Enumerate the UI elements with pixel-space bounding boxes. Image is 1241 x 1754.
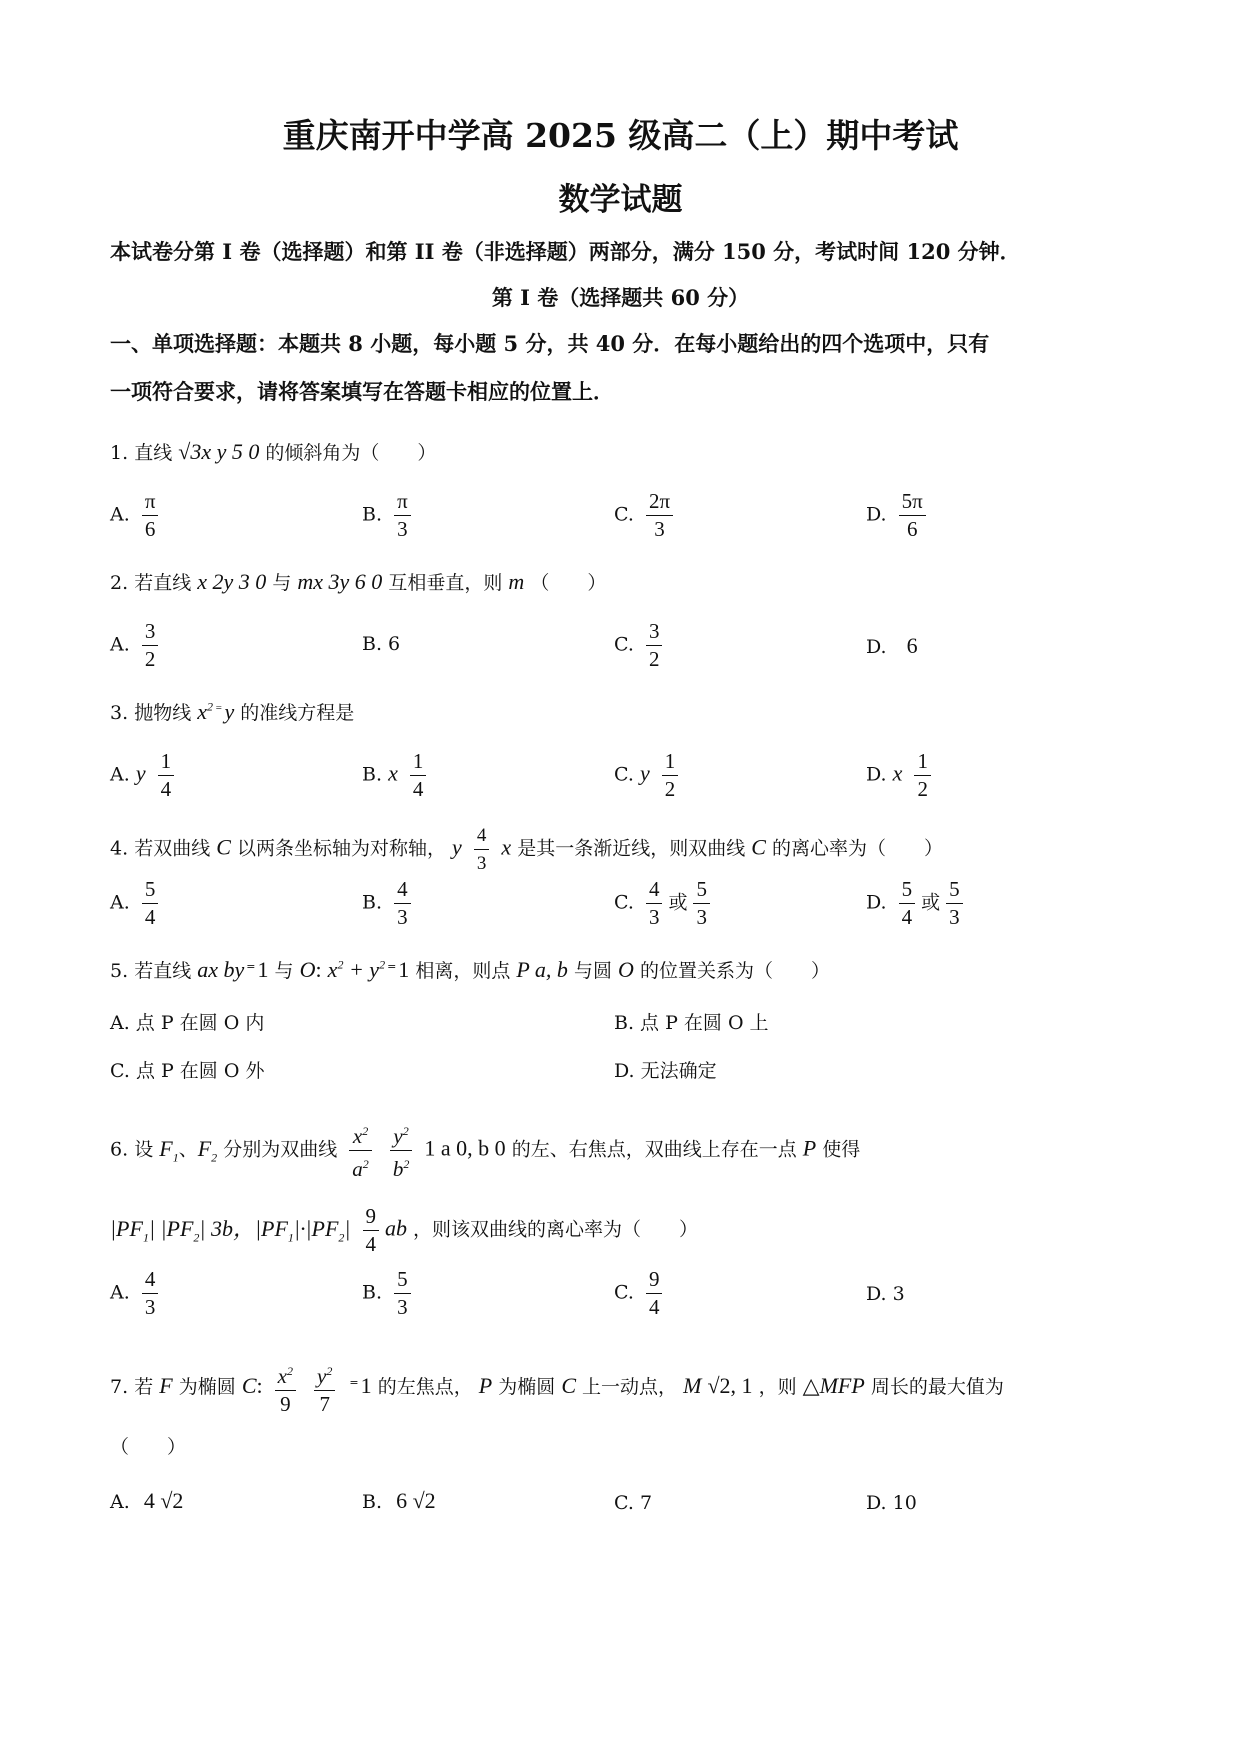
option-c[interactable] xyxy=(614,748,684,803)
option-a[interactable] xyxy=(110,1266,164,1321)
variable: y xyxy=(393,1124,403,1148)
option-a[interactable] xyxy=(110,488,164,543)
point: P a, b xyxy=(516,957,568,982)
subscript: 1 xyxy=(142,1229,149,1244)
option-b[interactable] xyxy=(362,488,417,543)
subscript: 2 xyxy=(211,1149,218,1164)
denominator xyxy=(390,1151,413,1183)
denominator: 3 xyxy=(397,517,408,541)
question-text: 的准线方程是 xyxy=(240,702,355,724)
variable: C xyxy=(751,834,766,860)
option-label: B. xyxy=(362,891,383,914)
option-value: 4 √2 xyxy=(143,1488,184,1513)
equation-value: 1 xyxy=(360,1373,372,1398)
exponent: 2 xyxy=(362,1157,369,1171)
denominator: 9 xyxy=(280,1392,291,1416)
question-number: 2. xyxy=(110,572,129,594)
question-1 xyxy=(110,438,1140,465)
numerator: 1 xyxy=(410,748,427,776)
equals-sign: = xyxy=(387,959,397,973)
option-label: A. xyxy=(110,1491,130,1513)
option-b[interactable] xyxy=(362,1266,417,1321)
denominator: 7 xyxy=(319,1392,330,1416)
numerator: 3 xyxy=(142,618,159,646)
numerator: 5 xyxy=(142,876,159,904)
question-4 xyxy=(110,822,1140,877)
fraction xyxy=(646,618,663,673)
question-5 xyxy=(110,956,1140,983)
question-text: 的位置关系为（ ） xyxy=(639,960,830,982)
denominator: 4 xyxy=(648,1295,660,1319)
option-label: D. xyxy=(866,891,887,914)
numerator: 9 xyxy=(363,1203,380,1231)
equation: $x^2 + y^2$ xyxy=(327,957,386,982)
numerator xyxy=(349,1118,372,1151)
numerator: π xyxy=(394,488,411,516)
option-value: 6 √2 xyxy=(396,1488,436,1513)
equation-part: | |PF xyxy=(148,1215,194,1241)
variable: C xyxy=(216,834,231,860)
question-7 xyxy=(110,1358,1140,1418)
fraction xyxy=(349,1118,372,1183)
exponent: 2 xyxy=(362,1124,369,1138)
option-b[interactable] xyxy=(362,1488,436,1514)
fraction xyxy=(142,488,159,543)
question-text: 抛物线 xyxy=(134,702,192,724)
option-d[interactable]: D. 10 xyxy=(866,1492,917,1514)
fraction xyxy=(394,1266,411,1321)
numerator: 1 xyxy=(662,748,679,776)
question-number: 1. xyxy=(110,442,129,464)
question-text: 为椭圆 xyxy=(178,1376,236,1398)
denominator: 3 xyxy=(144,1295,156,1319)
variable: b xyxy=(392,1157,404,1181)
option-b[interactable] xyxy=(362,748,432,803)
numerator xyxy=(275,1358,296,1391)
question-6 xyxy=(110,1118,1140,1183)
denominator: 4 xyxy=(160,777,172,801)
variable: x xyxy=(352,1124,363,1148)
option-label: C. xyxy=(614,503,634,526)
option-c[interactable] xyxy=(614,1266,668,1321)
variable: x xyxy=(892,760,903,786)
variable: C xyxy=(561,1373,576,1398)
fraction xyxy=(899,488,926,543)
fraction xyxy=(693,876,710,931)
equation-value: 1 xyxy=(257,957,269,982)
option-c[interactable] xyxy=(614,488,679,543)
option-label: C. xyxy=(614,633,634,656)
subscript: 2 xyxy=(338,1229,345,1244)
denominator xyxy=(349,1151,372,1183)
numerator: 5π xyxy=(899,488,926,516)
question-text: ，则 xyxy=(758,1376,797,1398)
option-a[interactable] xyxy=(110,748,180,803)
option-label: C. xyxy=(614,763,634,786)
option-label: C. xyxy=(614,891,634,914)
denominator: 2 xyxy=(664,777,676,801)
option-value: 6 xyxy=(906,633,918,658)
variable xyxy=(159,1135,179,1164)
variable: x xyxy=(501,834,512,860)
option-label: B. xyxy=(362,763,383,786)
equation-part: |PF xyxy=(110,1215,143,1241)
question-text: 与 xyxy=(274,960,294,982)
question-text: 设 xyxy=(134,1138,154,1161)
denominator: 4 xyxy=(144,905,156,929)
numerator: 2π xyxy=(646,488,673,516)
numerator: 9 xyxy=(646,1266,663,1294)
option-label: B. xyxy=(362,503,383,526)
denominator: 4 xyxy=(412,777,424,801)
question-text: 相离，则点 xyxy=(415,960,511,982)
fraction xyxy=(363,1203,380,1258)
variable: C xyxy=(241,1373,257,1398)
question-text: ，则该双曲线的离心率为（ ） xyxy=(413,1218,699,1241)
variable: P xyxy=(478,1373,493,1398)
option-d[interactable] xyxy=(866,488,932,543)
denominator: 4 xyxy=(365,1232,376,1256)
question-number: 6. xyxy=(110,1138,129,1161)
variable: O xyxy=(618,957,634,982)
fraction xyxy=(474,822,490,877)
section-instructions-1: 一、单项选择题：本题共 8 小题，每小题 5 分，共 40 分．在每小题给出的四个选项中，只有 xyxy=(110,331,990,356)
point: M xyxy=(683,1373,702,1398)
numerator: 1 xyxy=(158,748,175,776)
fraction xyxy=(158,748,175,803)
denominator: 3 xyxy=(397,1295,408,1319)
numerator: 3 xyxy=(646,618,663,646)
option-label: A. xyxy=(110,503,130,526)
option-label: D. xyxy=(866,763,887,786)
question-text: 是其一条渐近线，则双曲线 xyxy=(517,837,746,860)
fraction xyxy=(646,488,673,543)
variable: F xyxy=(197,1135,212,1161)
numerator xyxy=(314,1358,335,1391)
option-b[interactable]: B. 点 P 在圆 O 上 xyxy=(614,1012,769,1034)
exponent: 2 xyxy=(403,1157,410,1171)
option-label: A. xyxy=(110,763,130,786)
question-text: 上一动点， xyxy=(582,1376,678,1398)
fraction xyxy=(142,618,159,673)
option-label: A. xyxy=(110,1281,130,1304)
denominator: 3 xyxy=(648,905,660,929)
equation: x 2y 3 0 xyxy=(197,569,267,594)
question-text: 直线 xyxy=(134,442,173,464)
question-number: 3. xyxy=(110,702,129,724)
variable: x xyxy=(277,1364,287,1388)
question-number: 5. xyxy=(110,960,129,982)
option-d[interactable] xyxy=(866,876,969,931)
numerator: 5 xyxy=(394,1266,411,1294)
question-text: 若 xyxy=(134,1376,154,1398)
question-text: 周长的最大值为 xyxy=(870,1376,1004,1398)
fraction xyxy=(899,876,916,931)
point-coordinates: √2, 1 xyxy=(707,1373,753,1398)
question-text: 若双曲线 xyxy=(134,837,211,860)
equation: ax by xyxy=(197,957,245,982)
option-c[interactable]: C. 7 xyxy=(614,1492,653,1514)
question-text: 与 xyxy=(272,572,292,594)
numerator: 5 xyxy=(693,876,710,904)
option-c[interactable] xyxy=(614,618,668,673)
option-label: A. xyxy=(110,891,130,914)
page-title: 重庆南开中学高 2025 级高二（上）期中考试 xyxy=(282,116,959,155)
colon: : xyxy=(315,957,322,982)
or-text: 或 xyxy=(668,891,688,914)
option-label: C. xyxy=(614,1281,634,1304)
fraction xyxy=(646,876,663,931)
question-text: 的倾斜角为（ ） xyxy=(265,442,437,464)
fraction xyxy=(142,1266,159,1321)
exponent: 2 xyxy=(379,957,386,972)
variable: P xyxy=(802,1135,817,1161)
option-b[interactable]: B. 6 xyxy=(362,633,401,655)
option-a[interactable] xyxy=(110,876,164,931)
option-a[interactable]: A. 点 P 在圆 O 内 xyxy=(110,1012,265,1034)
option-label: D. xyxy=(866,503,887,526)
question-text: 的离心率为（ ） xyxy=(772,837,944,860)
fraction xyxy=(314,1358,335,1418)
equation-part: | xyxy=(344,1215,351,1241)
option-c[interactable] xyxy=(614,876,716,931)
option-d[interactable]: D. 无法确定 xyxy=(614,1060,717,1082)
question-text: 以两条坐标轴为对称轴， xyxy=(236,837,446,860)
fraction xyxy=(410,748,427,803)
variable: F xyxy=(159,1373,173,1398)
triangle: △MFP xyxy=(802,1373,865,1398)
subscript: 1 xyxy=(172,1149,179,1164)
option-label: B. xyxy=(362,1281,383,1304)
equation-value: 1 xyxy=(398,957,410,982)
part-heading: 第 I 卷（选择题共 60 分） xyxy=(491,285,750,310)
denominator: 3 xyxy=(476,853,487,874)
variable: y xyxy=(369,957,380,982)
equals-sign: = xyxy=(349,1375,359,1389)
question-2 xyxy=(110,568,1140,595)
denominator: 2 xyxy=(648,647,660,671)
question-text: 与圆 xyxy=(573,960,612,982)
question-text: 若直线 xyxy=(134,572,192,594)
denominator: 3 xyxy=(696,905,707,929)
variable: F xyxy=(159,1135,173,1161)
variable: y xyxy=(317,1364,327,1388)
variable: y xyxy=(452,834,462,860)
denominator: 3 xyxy=(397,905,408,929)
denominator: 3 xyxy=(654,517,665,541)
option-label: A. xyxy=(110,633,130,656)
fraction xyxy=(914,748,931,803)
question-6-condition xyxy=(110,1203,1140,1258)
question-text: 若直线 xyxy=(134,960,192,982)
variable: y xyxy=(639,760,650,786)
numerator: 5 xyxy=(899,876,916,904)
fraction xyxy=(646,1266,663,1321)
subscript: 2 xyxy=(193,1229,200,1244)
exam-intro: 本试卷分第 I 卷（选择题）和第 II 卷（非选择题）两部分，满分 150 分，考试时间 120 分钟． xyxy=(110,239,1021,264)
variable: a xyxy=(352,1157,363,1181)
variable xyxy=(197,1135,218,1164)
variable: x xyxy=(388,760,398,786)
fraction xyxy=(394,876,411,931)
variable: y xyxy=(224,699,235,724)
equation xyxy=(197,699,234,724)
numerator: 4 xyxy=(474,822,490,850)
denominator: 6 xyxy=(144,517,156,541)
denominator: 4 xyxy=(901,905,913,929)
option-a[interactable] xyxy=(110,1488,183,1514)
fraction xyxy=(275,1358,296,1418)
equals-sign: = xyxy=(246,959,256,973)
question-text: 为椭圆 xyxy=(498,1376,556,1398)
variable: x xyxy=(327,957,338,982)
answer-paren: （ ） xyxy=(110,1436,187,1458)
question-3 xyxy=(110,698,1140,725)
fraction xyxy=(394,488,411,543)
exponent: 2 xyxy=(402,1124,409,1138)
variable: O xyxy=(299,957,316,982)
numerator: 4 xyxy=(646,876,663,904)
separator: 、 xyxy=(178,1138,198,1161)
colon: : xyxy=(256,1373,263,1398)
numerator: 4 xyxy=(394,876,411,904)
equation-part: |·|PF xyxy=(293,1215,339,1241)
equals-sign: = xyxy=(215,701,223,714)
equation xyxy=(110,1215,351,1244)
numerator: 1 xyxy=(914,748,931,776)
question-text: 互相垂直，则 xyxy=(388,572,503,594)
option-b[interactable] xyxy=(362,876,417,931)
numerator: π xyxy=(142,488,159,516)
numerator: 5 xyxy=(946,876,963,904)
option-d[interactable] xyxy=(866,633,918,659)
variable: ab xyxy=(385,1215,407,1241)
question-text: 分别为双曲线 xyxy=(223,1138,338,1161)
option-label: B. xyxy=(362,1491,383,1513)
fraction xyxy=(662,748,679,803)
denominator: 6 xyxy=(906,517,918,541)
equation: mx 3y 6 0 xyxy=(297,569,383,594)
variable: y xyxy=(135,760,146,786)
question-text: 使得 xyxy=(822,1138,861,1161)
subscript: 1 xyxy=(287,1229,294,1244)
variable: x xyxy=(197,699,208,724)
question-text: 的左焦点， xyxy=(377,1376,473,1398)
exponent: 2 xyxy=(326,1364,333,1378)
option-d[interactable]: D. 3 xyxy=(866,1283,905,1305)
exponent: 2 xyxy=(337,957,344,972)
numerator: 4 xyxy=(142,1266,159,1294)
denominator: 2 xyxy=(144,647,156,671)
option-d[interactable] xyxy=(866,748,937,803)
exponent: 2 xyxy=(287,1364,293,1378)
question-text: 的左、右焦点，双曲线上存在一点 xyxy=(511,1138,797,1161)
question-text: （ ） xyxy=(530,572,607,594)
exponent: 2 xyxy=(207,699,214,714)
numerator xyxy=(390,1118,413,1151)
option-a[interactable] xyxy=(110,618,164,673)
equation-part: | 3b，|PF xyxy=(199,1215,288,1241)
equation: √3x y 5 0 xyxy=(178,439,260,464)
fraction xyxy=(946,876,963,931)
question-number: 4. xyxy=(110,837,129,860)
page-subtitle: 数学试题 xyxy=(558,182,683,218)
option-label: D. xyxy=(866,636,887,658)
fraction xyxy=(142,876,159,931)
or-text: 或 xyxy=(921,891,941,914)
denominator: 2 xyxy=(917,777,928,801)
question-number: 7. xyxy=(110,1376,129,1398)
equation: 1 a 0, b 0 xyxy=(424,1135,506,1161)
denominator: 3 xyxy=(949,905,960,929)
variable: m xyxy=(508,569,525,594)
fraction xyxy=(390,1118,413,1183)
section-instructions-2: 一项符合要求，请将答案填写在答题卡相应的位置上． xyxy=(110,379,614,404)
option-c[interactable]: C. 点 P 在圆 O 外 xyxy=(110,1060,265,1082)
